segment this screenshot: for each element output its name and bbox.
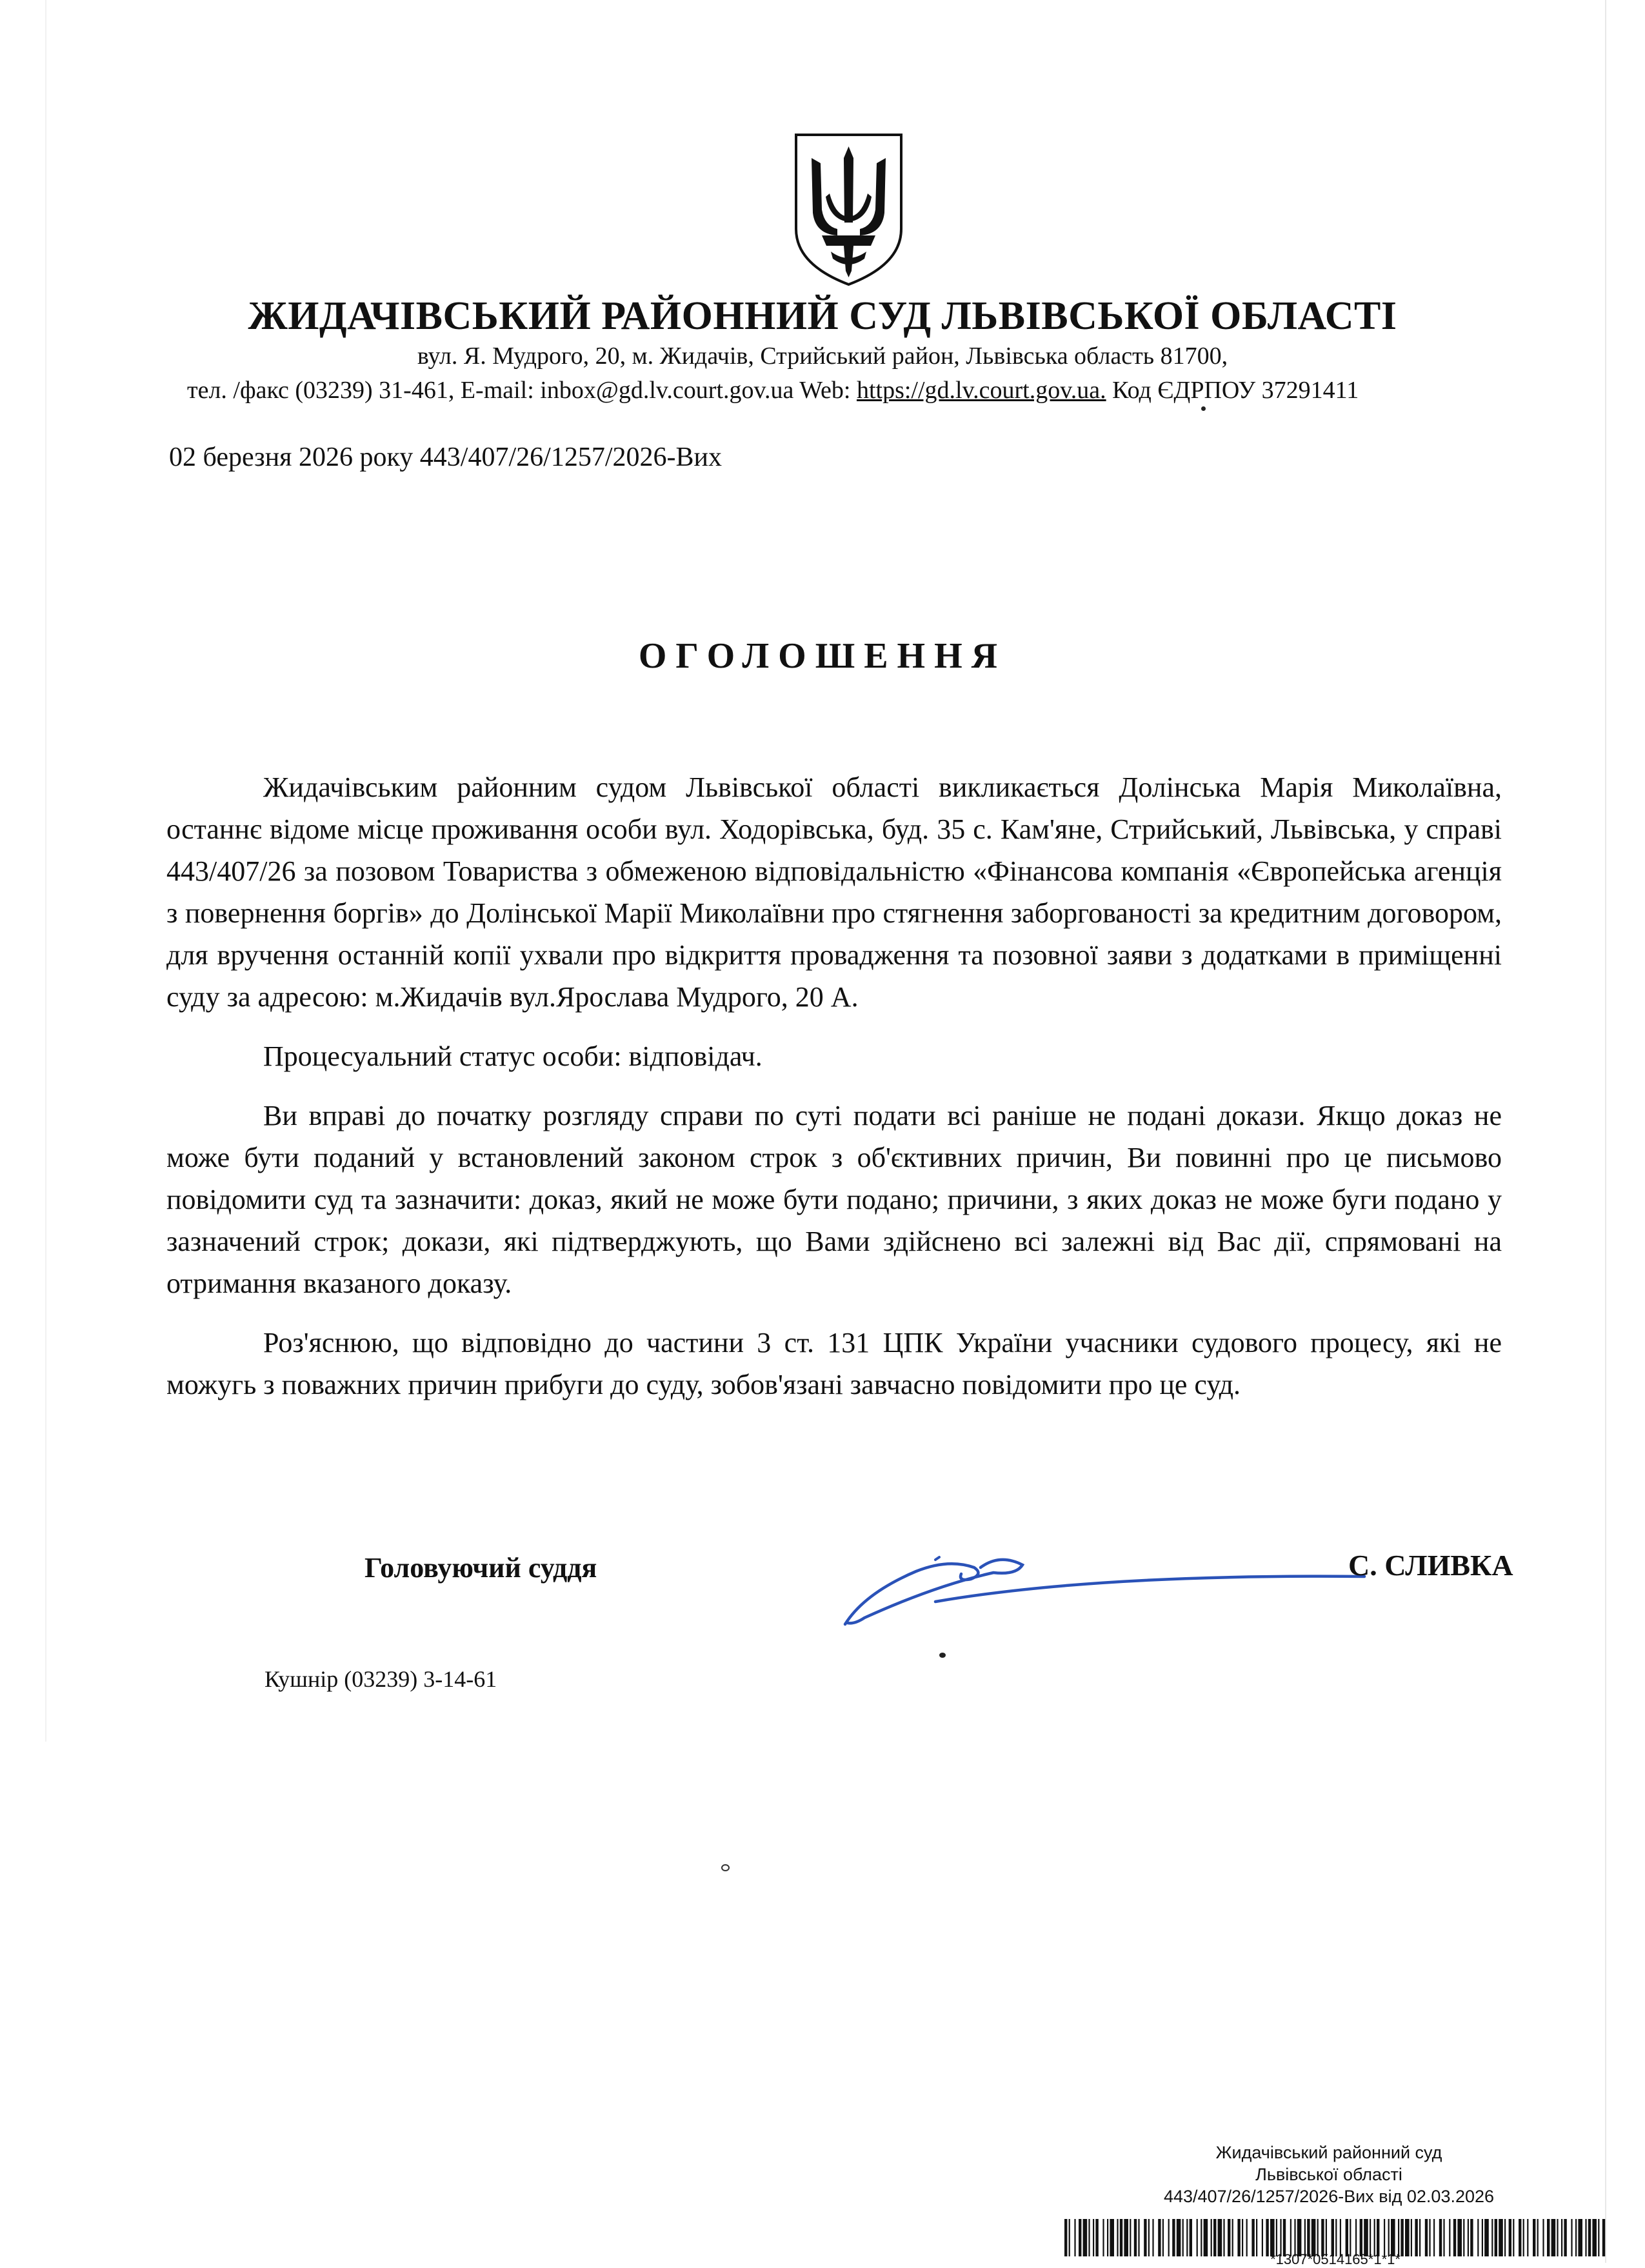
scan-speck — [939, 1653, 946, 1658]
judge-name: С. СЛИВКА — [1348, 1549, 1513, 1582]
scan-speck — [1201, 406, 1206, 411]
judge-position: Головуючий суддя — [364, 1552, 597, 1584]
website-link[interactable]: https://gd.lv.court.gov.ua. — [856, 377, 1106, 404]
announcement-body — [166, 766, 1502, 1423]
paragraph-status: Процесуальний статус особи: відповідач. — [263, 1040, 763, 1072]
scan-edge — [1605, 0, 1606, 2263]
stamp-registration-number: 443/407/26/1257/2026-Вих від 02.03.2026 — [1163, 2187, 1495, 2206]
executor-contact: Кушнір (03239) 3-14-61 — [264, 1666, 497, 1692]
court-name: ЖИДАЧІВСЬКИЙ РАЙОННИЙ СУД ЛЬВІВСЬКОЇ ОБЛАСТІ — [248, 294, 1397, 338]
paragraph-explanation: Роз'яснюю, що відповідно до частини 3 ст. 131 ЦПК України учасники судового процесу, які не можугь з поважних причин прибуги до суду, зобов'язані завчасно повідомити про це суд. — [166, 1327, 1502, 1400]
edrpou-code: Код ЄДРПОУ 37291411 — [1106, 377, 1359, 404]
date-and-outgoing-number: 02 березня 2026 року 443/407/26/1257/2026-Вих — [169, 443, 722, 472]
paragraph-summons: Жидачівським районним судом Львівської області викликається Долінська Марія Миколаївна, останнє відоме місце проживання особи вул. Ходорівська, буд. 35 с. Кам'яне, Стрийський, Львівська, у справі 443/407/26 за позовом Товариства з обмеженою відповідальністю «Фінансова компанія «Європейська агенція з повернення боргів» до Долінської Марії Миколаївни про стягнення заборгованості за кредитним договором, для вручення останній копії ухвали про відкриття провадження та позовної заяви з додатками в приміщенні суду за адресою: м.Жидачів вул.Ярослава Мудрого, 20 А. — [166, 771, 1502, 1013]
contacts-phone-email: тел. /факс (03239) 31-461, E-mail: inbox@gd.lv.court.gov.ua Web: — [187, 377, 857, 404]
scan-speck — [721, 1864, 730, 1871]
trident-emblem-icon — [792, 132, 905, 287]
stamp-court-name: Жидачівський районний суд — [1215, 2143, 1442, 2162]
court-address: вул. Я. Мудрого, 20, м. Жидачів, Стрийський район, Львівська область 81700, — [417, 343, 1228, 370]
court-contacts — [187, 376, 1359, 404]
barcode-text: *1307*0514165*1*1* — [1270, 2251, 1401, 2267]
paragraph-evidence: Ви вправі до початку розгляду справи по суті подати всі раніше не подані докази. Якщо доказ не може бути поданий у встановлений законом строк з об'єктивних причин, Ви повинні про це письмово повідомити суд та зазначити: доказ, який не може бути подано; причини, з яких доказ не може буги подано у зазначений строк; докази, які підтверджують, що Вами здійснено всі залежні від Вас дії, спрямовані на отримання вказаного доказу. — [166, 1100, 1502, 1299]
document-title: ОГОЛОШЕННЯ — [638, 636, 1007, 676]
scan-edge-left — [45, 0, 46, 1742]
stamp-region: Львівської області — [1255, 2165, 1402, 2184]
registration-stamp — [1058, 2142, 1600, 2207]
handwritten-signature — [839, 1534, 1368, 1631]
